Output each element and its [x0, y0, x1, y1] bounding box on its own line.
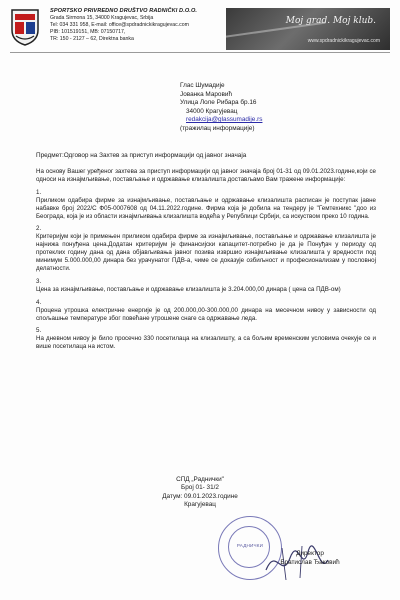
subject-line: Предмет:Одговор на Захтев за приступ информацији од јавног значаја: [36, 152, 247, 159]
recipient-email-link[interactable]: redakcija@glassumadije.rs: [186, 116, 263, 124]
item-1: [36, 189, 376, 221]
item-4: [36, 299, 376, 323]
company-name: SPORTSKO PRIVREDNO DRUŠTVO RADNIČKI D.O.O.: [50, 8, 198, 14]
reference-city: Крагујевац: [184, 501, 216, 509]
recipient-line: 34000 Крагујевац: [186, 107, 238, 115]
signatory-name: Братислав Ђаковић: [280, 558, 340, 566]
company-contact: Tel: 034 331 958, E-mail: office@spdradnickikragujevac.com: [50, 22, 189, 28]
item-text: Цена за изнајмљивање, постављање и одржавање клизалишта је 3.204.000,00 динара ( цена са ПДВ-ом): [36, 285, 341, 293]
recipient-line: Јованка Маровић: [180, 90, 232, 98]
signatory-block: [250, 550, 370, 568]
item-2: [36, 225, 376, 272]
company-ids: PIB: 101519151, MB: 07150717,: [50, 29, 126, 35]
reference-date: Датум: 09.01.2023.године: [162, 492, 238, 500]
recipient-note: (тражилац информације): [180, 124, 255, 132]
item-text: Критеријум који је примењен приликом одабира фирме за изнајмљивање, постављање и одржавање клизалишта је најнижа понуђена цена.Додатан критеријум је финансијски капацитет-потребно је да је Понуђач у периоду од протеклих годину дана од дана објављивања јавног позива извршио изнајмљивање клизалишта у вредности под минимум 5.000.000,00 динара без урачунатог ПДВ-а, чиме се доказује озбиљност и професионализам у пословној делатности.: [36, 233, 376, 272]
item-text: Приликом одабира фирме за изнајмљивање, постављање и одржавање клизалишта расписан је поступак јавне набавке број 2022/С Ф05-0007608 од 04.11.2022.године. Фирма која је добила на тендеру је "Гемтехникс "доо из Београда, која је из области изнајмљивања клизалишта водећа у Републици Србији, са искуством преко 10 година.: [36, 196, 376, 220]
recipient-block: [180, 82, 380, 134]
recipient-line: Улица Лоле Рибара бр.16: [180, 99, 257, 107]
org-name: СПД „Раднички": [176, 476, 224, 483]
item-text: Процена утрошка електричне енергије је од 200.000,00-300.000,00 динара на месечном нивоу у зависности од спољашње температуре због повећане утрошене снаге са одржавање леда.: [36, 306, 376, 322]
item-number: 1.: [36, 188, 42, 196]
recipient-line: Глас Шумадије: [180, 82, 225, 89]
reference-number: Број 01- 31/2: [181, 484, 219, 492]
item-number: 2.: [36, 225, 42, 233]
document-reference: [0, 476, 400, 510]
company-address: Grada Sirmona 15, 34000 Kragujevac, Srbija: [50, 15, 154, 21]
item-text: На дневном нивоу је било просечно 330 посетилаца на клизалишту, а са бољим временским условима очекује се и више посетилаца на истом.: [36, 335, 376, 351]
signatory-title: Директор: [296, 550, 324, 557]
item-3: [36, 278, 376, 294]
club-crest-icon: [10, 8, 40, 46]
item-5: [36, 327, 376, 351]
item-number: 4.: [36, 298, 42, 306]
header-banner: [226, 8, 390, 50]
banner-slogan: Moj grad. Moj klub.: [285, 16, 376, 26]
intro-paragraph: На основу Вашег уређеног захтева за приступ информацији од јавног значаја број 01-31 од 09.01.2023.године,који се односи на изнајмљивање, постављање и одржавање клизалишта достављамо Вам тражене информације:: [36, 168, 376, 183]
letterhead: [10, 8, 390, 50]
item-number: 5.: [36, 327, 42, 335]
company-bank: TR: 150 - 2127 – 62, Direktna banka: [50, 36, 134, 42]
header-divider: [10, 52, 390, 53]
company-info: [50, 8, 218, 43]
banner-url: www.spdradnickikragujevac.com: [307, 38, 380, 44]
stamp-text: РАДНИЧКИ: [236, 543, 264, 548]
item-number: 3.: [36, 277, 42, 285]
letter-body: [36, 168, 376, 356]
